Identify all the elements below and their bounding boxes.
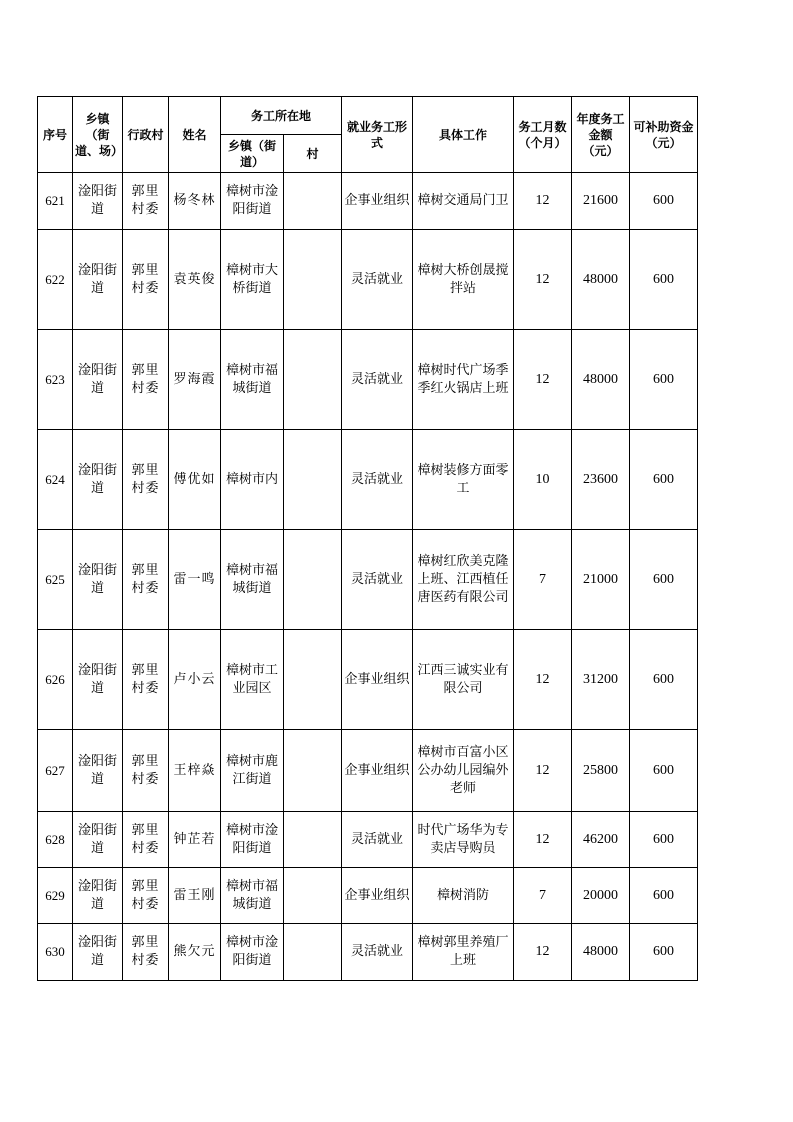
header-months: 务工月数（个月） xyxy=(514,97,572,173)
header-township: 乡镇（街道、场） xyxy=(73,97,123,173)
row-work-township: 樟树市淦阳街道 xyxy=(221,173,284,230)
header-work-township: 乡镇（街道） xyxy=(221,135,284,173)
row-work-village xyxy=(284,730,342,812)
row-months: 7 xyxy=(514,530,572,630)
row-name: 傅优如 xyxy=(169,430,221,530)
row-months: 7 xyxy=(514,868,572,924)
row-amount: 48000 xyxy=(572,230,630,330)
row-index: 624 xyxy=(38,430,73,530)
row-village: 郭里村委 xyxy=(123,530,169,630)
row-index: 625 xyxy=(38,530,73,630)
row-employment-form: 灵活就业 xyxy=(342,812,413,868)
header-employment-form: 就业务工形式 xyxy=(342,97,413,173)
row-amount: 20000 xyxy=(572,868,630,924)
row-job: 江西三诚实业有限公司 xyxy=(413,630,514,730)
row-subsidy: 600 xyxy=(630,868,698,924)
row-amount: 25800 xyxy=(572,730,630,812)
row-village: 郭里村委 xyxy=(123,812,169,868)
row-subsidy: 600 xyxy=(630,230,698,330)
row-amount: 21000 xyxy=(572,530,630,630)
row-work-township: 樟树市淦阳街道 xyxy=(221,812,284,868)
row-township: 淦阳街道 xyxy=(73,430,123,530)
row-township: 淦阳街道 xyxy=(73,630,123,730)
row-job: 樟树时代广场季季红火锅店上班 xyxy=(413,330,514,430)
row-village: 郭里村委 xyxy=(123,868,169,924)
row-work-township: 樟树市工业园区 xyxy=(221,630,284,730)
row-job: 樟树市百富小区公办幼儿园编外老师 xyxy=(413,730,514,812)
row-months: 12 xyxy=(514,173,572,230)
row-employment-form: 企事业组织 xyxy=(342,730,413,812)
table-row xyxy=(38,924,698,981)
row-village: 郭里村委 xyxy=(123,430,169,530)
row-work-village xyxy=(284,868,342,924)
header-work-village: 村 xyxy=(284,135,342,173)
row-subsidy: 600 xyxy=(630,630,698,730)
row-name: 熊欠元 xyxy=(169,924,221,981)
table-row xyxy=(38,430,698,530)
row-name: 钟芷若 xyxy=(169,812,221,868)
row-index: 626 xyxy=(38,630,73,730)
row-months: 10 xyxy=(514,430,572,530)
row-township: 淦阳街道 xyxy=(73,230,123,330)
row-months: 12 xyxy=(514,812,572,868)
row-work-village xyxy=(284,230,342,330)
row-index: 630 xyxy=(38,924,73,981)
header-work-location: 务工所在地 xyxy=(221,97,342,135)
row-index: 627 xyxy=(38,730,73,812)
row-amount: 48000 xyxy=(572,924,630,981)
row-job: 樟树交通局门卫 xyxy=(413,173,514,230)
row-job: 时代广场华为专卖店导购员 xyxy=(413,812,514,868)
table-row xyxy=(38,868,698,924)
row-work-village xyxy=(284,530,342,630)
row-name: 罗海霞 xyxy=(169,330,221,430)
row-name: 卢小云 xyxy=(169,630,221,730)
header-village: 行政村 xyxy=(123,97,169,173)
table-row xyxy=(38,730,698,812)
row-work-township: 樟树市淦阳街道 xyxy=(221,924,284,981)
row-township: 淦阳街道 xyxy=(73,868,123,924)
row-amount: 48000 xyxy=(572,330,630,430)
row-subsidy: 600 xyxy=(630,530,698,630)
table-row xyxy=(38,812,698,868)
row-job: 樟树红欣美克隆上班、江西植任唐医药有限公司 xyxy=(413,530,514,630)
header-subsidy: 可补助资金（元） xyxy=(630,97,698,173)
row-work-village xyxy=(284,173,342,230)
row-index: 622 xyxy=(38,230,73,330)
row-township: 淦阳街道 xyxy=(73,812,123,868)
row-subsidy: 600 xyxy=(630,730,698,812)
table-row xyxy=(38,230,698,330)
row-employment-form: 灵活就业 xyxy=(342,430,413,530)
row-township: 淦阳街道 xyxy=(73,530,123,630)
row-employment-form: 灵活就业 xyxy=(342,924,413,981)
row-village: 郭里村委 xyxy=(123,230,169,330)
row-amount: 21600 xyxy=(572,173,630,230)
employment-subsidy-table xyxy=(37,96,698,981)
row-work-township: 樟树市福城街道 xyxy=(221,530,284,630)
row-employment-form: 企事业组织 xyxy=(342,630,413,730)
row-work-township: 樟树市鹿江街道 xyxy=(221,730,284,812)
row-employment-form: 灵活就业 xyxy=(342,330,413,430)
row-index: 623 xyxy=(38,330,73,430)
row-months: 12 xyxy=(514,330,572,430)
row-name: 雷王刚 xyxy=(169,868,221,924)
row-months: 12 xyxy=(514,630,572,730)
row-work-village xyxy=(284,924,342,981)
table-row xyxy=(38,330,698,430)
row-village: 郭里村委 xyxy=(123,330,169,430)
row-name: 杨冬林 xyxy=(169,173,221,230)
row-work-township: 樟树市福城街道 xyxy=(221,330,284,430)
row-employment-form: 企事业组织 xyxy=(342,868,413,924)
row-subsidy: 600 xyxy=(630,812,698,868)
row-name: 王梓焱 xyxy=(169,730,221,812)
row-name: 袁英俊 xyxy=(169,230,221,330)
row-village: 郭里村委 xyxy=(123,924,169,981)
row-months: 12 xyxy=(514,730,572,812)
header-name: 姓名 xyxy=(169,97,221,173)
row-employment-form: 灵活就业 xyxy=(342,530,413,630)
row-village: 郭里村委 xyxy=(123,730,169,812)
row-subsidy: 600 xyxy=(630,430,698,530)
row-township: 淦阳街道 xyxy=(73,173,123,230)
row-index: 621 xyxy=(38,173,73,230)
row-employment-form: 企事业组织 xyxy=(342,173,413,230)
row-amount: 23600 xyxy=(572,430,630,530)
row-subsidy: 600 xyxy=(630,924,698,981)
row-work-township: 樟树市内 xyxy=(221,430,284,530)
row-job: 樟树消防 xyxy=(413,868,514,924)
row-job: 樟树装修方面零工 xyxy=(413,430,514,530)
row-work-village xyxy=(284,630,342,730)
row-index: 629 xyxy=(38,868,73,924)
table-body xyxy=(38,173,698,981)
header-job: 具体工作 xyxy=(413,97,514,173)
row-work-village xyxy=(284,430,342,530)
row-months: 12 xyxy=(514,230,572,330)
row-work-township: 樟树市大桥街道 xyxy=(221,230,284,330)
row-amount: 31200 xyxy=(572,630,630,730)
row-township: 淦阳街道 xyxy=(73,730,123,812)
table-row xyxy=(38,530,698,630)
row-name: 雷一鸣 xyxy=(169,530,221,630)
row-months: 12 xyxy=(514,924,572,981)
row-subsidy: 600 xyxy=(630,173,698,230)
header-annual-amount: 年度务工金额（元） xyxy=(572,97,630,173)
row-index: 628 xyxy=(38,812,73,868)
row-village: 郭里村委 xyxy=(123,173,169,230)
row-work-township: 樟树市福城街道 xyxy=(221,868,284,924)
table-row xyxy=(38,173,698,230)
row-subsidy: 600 xyxy=(630,330,698,430)
row-work-village xyxy=(284,330,342,430)
header-index: 序号 xyxy=(38,97,73,173)
table-row xyxy=(38,630,698,730)
row-amount: 46200 xyxy=(572,812,630,868)
row-work-village xyxy=(284,812,342,868)
row-job: 樟树大桥创晟搅拌站 xyxy=(413,230,514,330)
row-employment-form: 灵活就业 xyxy=(342,230,413,330)
row-township: 淦阳街道 xyxy=(73,924,123,981)
row-job: 樟树郭里养殖厂上班 xyxy=(413,924,514,981)
row-village: 郭里村委 xyxy=(123,630,169,730)
row-township: 淦阳街道 xyxy=(73,330,123,430)
